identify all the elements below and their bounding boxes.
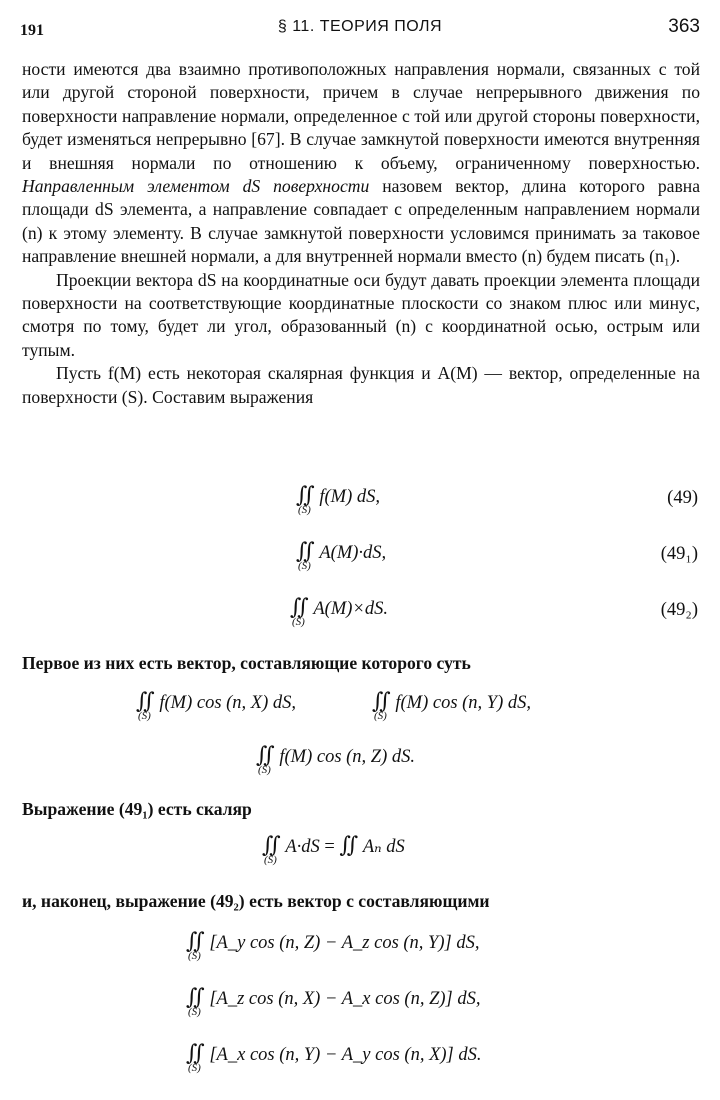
equation-number: (49₁): [660, 544, 698, 564]
surface-label: (S): [374, 710, 387, 722]
equation-49-2: [290, 594, 389, 628]
vector-component-expression: [A_z cos (n, X) − A_x cos (n, Z)] dS,: [209, 989, 481, 1009]
double-integral-sign: ∬: [290, 594, 309, 619]
component-expression: f(M) cos (n, Z) dS.: [279, 747, 416, 767]
vector-component-1: [186, 928, 480, 962]
equation-49-1: [296, 538, 387, 572]
definition-term: Направленным элементом dS поверхности: [22, 176, 370, 197]
double-integral-sign: ∬: [296, 538, 315, 563]
surface-label: (S): [298, 504, 311, 516]
component-expression: f(M) cos (n, X) dS,: [159, 693, 297, 713]
surface-label: (S): [188, 1006, 201, 1018]
vector-component-expression: [A_y cos (n, Z) − A_z cos (n, Y)] dS,: [209, 933, 480, 953]
double-integral-sign: ∬: [262, 832, 281, 857]
text-line-first: Первое из них есть вектор, составляющие которого суть: [22, 653, 471, 673]
vector-component-expression: [A_x cos (n, Y) − A_y cos (n, X)] dS.: [209, 1045, 482, 1065]
surface-label: (S): [258, 764, 271, 776]
component-y: [372, 688, 532, 722]
paragraph-text: ности имеются два взаимно противоположных направления нормали, связанных с той или другой стороной поверхности, причем в случае непрерывного движения по поверхности направление нормали, определенное с той или другой стороны поверхности, будет изменяться непрерывно [67]. В случае замкнутой поверхности имеются внутренняя и внешняя нормали по отношению к объему, ограниченному поверхностью.: [22, 59, 700, 173]
surface-label: (S): [298, 560, 311, 572]
equals-sign: =: [324, 837, 335, 857]
text-line-expression: Выражение (49₁) есть скаляр: [22, 799, 252, 819]
component-z: [256, 742, 416, 776]
surface-label: (S): [188, 1062, 201, 1074]
surface-label: (S): [138, 710, 151, 722]
surface-label: (S): [292, 616, 305, 628]
scalar-equation: [262, 832, 405, 866]
double-integral-sign: ∬: [372, 688, 391, 713]
page-header: [20, 14, 700, 44]
page-number: 363: [668, 16, 700, 37]
component-x: [136, 688, 297, 722]
vector-component-3: [186, 1040, 482, 1074]
equation-expression: A(M)×dS.: [313, 599, 389, 619]
double-integral-sign: ∬: [136, 688, 155, 713]
equation-expression: f(M) dS,: [319, 487, 380, 507]
surface-label: (S): [188, 950, 201, 962]
paragraph-text: назовем вектор, длина которого равна площади dS элемента, а направление совпадает с определенным направлением нормали (n) к этому элементу. В случае замкнутой поверхности условимся принимать за таковое направление внешней нормали, а для внутренней нормали вместо (n) будем писать (n₁).: [22, 176, 701, 267]
text-body: [22, 58, 700, 409]
vector-component-2: [186, 984, 481, 1018]
double-integral-sign: ∬: [186, 984, 205, 1009]
equation-expression: A(M)·dS,: [319, 543, 387, 563]
double-integral-sign: ∬: [186, 928, 205, 953]
scalar-right: Aₙ dS: [362, 837, 405, 857]
equation-49: [296, 482, 380, 516]
page-mark: 191: [20, 22, 44, 39]
running-title: § 11. ТЕОРИЯ ПОЛЯ: [277, 18, 443, 35]
surface-label: (S): [264, 854, 277, 866]
text-line-finally: и, наконец, выражение (49₂) есть вектор с составляющими: [22, 891, 490, 911]
double-integral-sign: ∬: [339, 832, 359, 857]
paragraph-projections: Проекции вектора dS на координатные оси будут давать проекции элемента площади поверхности на соответствующие координатные плоскости со знаком плюс или минус, смотря по тому, будет ли угол, образованный (n) с координатной осью, острым или тупым.: [22, 269, 700, 360]
paragraph-normals: [22, 58, 700, 269]
double-integral-sign: ∬: [256, 742, 275, 767]
scalar-left: A·dS: [285, 837, 320, 857]
double-integral-sign: ∬: [186, 1040, 205, 1065]
equation-number: (49): [667, 488, 698, 508]
double-integral-sign: ∬: [296, 482, 315, 507]
equation-number: (49₂): [660, 600, 698, 620]
component-expression: f(M) cos (n, Y) dS,: [395, 693, 532, 713]
paragraph-functions: Пусть f(M) есть некоторая скалярная функция и A(M) — вектор, определенные на поверхности (S). Составим выражения: [22, 363, 700, 407]
